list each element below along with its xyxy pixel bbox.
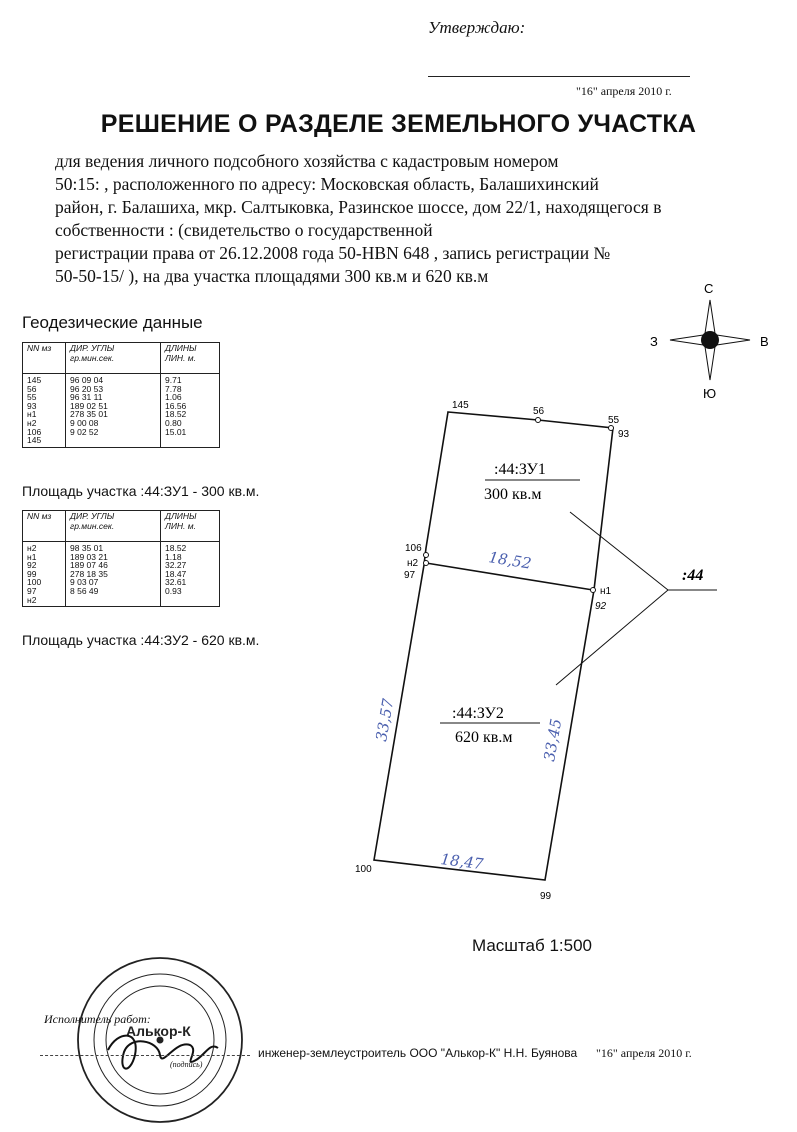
description-line-1: для ведения личного подсобного хозяйства с кадастровым номером <box>55 151 559 171</box>
table-row: н1 278 35 01 18.52 <box>23 410 220 419</box>
header-angle: ДИР. УГЛЫ гр.мин.сек. <box>66 511 161 542</box>
table-row: 93 189 02 51 16.56 <box>23 402 220 411</box>
table-row: н1 189 03 21 1.18 <box>23 553 220 562</box>
parcel-outline <box>374 412 613 880</box>
executor-label: Исполнитель работ: <box>44 1012 151 1026</box>
stamp-company-name: Алькор-К <box>126 1023 191 1039</box>
table-row: н2 9 00 08 0.80 <box>23 419 220 428</box>
plot2-area: 620 кв.м <box>455 729 513 746</box>
plot2-id: :44:ЗУ2 <box>452 705 504 722</box>
point-label-93: 93 <box>618 429 630 440</box>
description-line-6: 50-50-15/ ), на два участка площадями 300 кв.м и 620 кв.м <box>55 266 489 286</box>
company-stamp <box>78 958 242 1122</box>
table-row: 145 <box>23 436 220 447</box>
parent-parcel-id: :44 <box>682 567 704 584</box>
header-length: ДЛИНЫ ЛИН. м. <box>161 343 220 374</box>
scale-label: Масштаб 1:500 <box>472 936 592 955</box>
point-label-145: 145 <box>452 400 469 411</box>
table-row: 106 9 02 52 15.01 <box>23 428 220 437</box>
header-length: ДЛИНЫ ЛИН. м. <box>161 511 220 542</box>
point-label-n1: н1 <box>600 586 612 597</box>
point-label-97: 97 <box>404 570 416 581</box>
point-label-n2: н2 <box>407 558 419 569</box>
plot1-id: :44:ЗУ1 <box>494 461 546 478</box>
table-row: 99 278 18 35 18.47 <box>23 570 220 579</box>
dim-division-length: 18,52 <box>487 548 533 573</box>
compass-south-label: Ю <box>703 386 717 401</box>
table-row: н2 98 35 01 18.52 <box>23 542 220 553</box>
plot2-area-text: Площадь участка :44:ЗУ2 - 620 кв.м. <box>22 632 260 648</box>
compass-west-label: З <box>650 334 658 349</box>
compass-east-label: В <box>760 334 769 349</box>
point-label-106: 106 <box>405 543 422 554</box>
plot1-area-text: Площадь участка :44:ЗУ1 - 300 кв.м. <box>22 483 260 499</box>
approval-label: Утверждаю: <box>428 18 526 37</box>
dim-left-side: 33,57 <box>372 697 398 743</box>
header-point: NN мз <box>23 511 66 542</box>
table-row: 97 8 56 49 0.93 <box>23 587 220 596</box>
signature-line <box>40 1055 250 1056</box>
description-line-5: регистрации права от 26.12.2008 года 50-НВN 648 , запись регистрации № <box>55 243 611 263</box>
point-label-99: 99 <box>540 891 552 902</box>
description-line-2: 50:15: , расположенного по адресу: Московская область, Балашихинский <box>55 174 599 194</box>
point-label-55: 55 <box>608 415 620 426</box>
signature-caption: (подпись) <box>170 1060 203 1069</box>
plot1-area: 300 кв.м <box>484 486 542 503</box>
point-label-100: 100 <box>355 864 372 875</box>
header-point: NN мз <box>23 343 66 374</box>
compass-rose-icon <box>670 300 750 380</box>
description-line-4: собственности : (свидетельство о государственной <box>55 220 433 240</box>
table-row: 145 96 09 04 9.71 <box>23 374 220 385</box>
table-row: н2 <box>23 596 220 607</box>
table-row: 100 9 03 07 32.61 <box>23 578 220 587</box>
approval-date: "16" апреля 2010 г. <box>576 84 672 98</box>
point-label-92: 92 <box>595 601 607 612</box>
point-label-56: 56 <box>533 406 545 417</box>
table-row: 92 189 07 46 32.27 <box>23 561 220 570</box>
dim-bottom-side: 18,47 <box>439 850 485 874</box>
header-angle: ДИР. УГЛЫ гр.мин.сек. <box>66 343 161 374</box>
table-row: 55 96 31 11 1.06 <box>23 393 220 402</box>
dim-right-side: 33,45 <box>540 717 566 763</box>
document-title: РЕШЕНИЕ О РАЗДЕЛЕ ЗЕМЕЛЬНОГО УЧАСТКА <box>100 110 697 138</box>
geodetic-section-title: Геодезические данные <box>22 313 203 332</box>
footer-date: "16" апреля 2010 г. <box>596 1046 692 1060</box>
compass-north-label: С <box>704 281 714 296</box>
description-line-3: район, г. Балашиха, мкр. Салтыковка, Разинское шоссе, дом 22/1, находящегося в <box>55 197 662 217</box>
table-row: 56 96 20 53 7.78 <box>23 385 220 394</box>
engineer-name: инженер-землеустроитель ООО "Алькор-К" Н.Н. Буянова <box>258 1046 578 1060</box>
